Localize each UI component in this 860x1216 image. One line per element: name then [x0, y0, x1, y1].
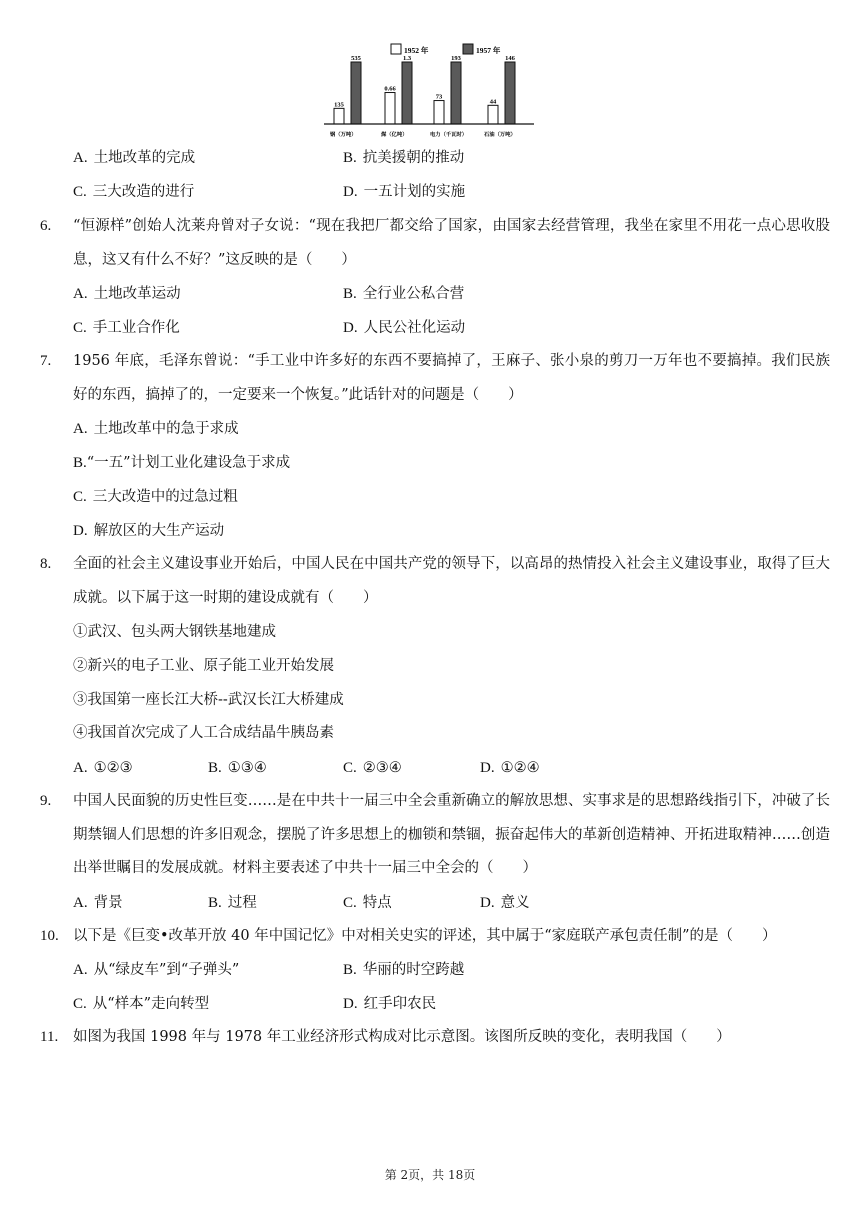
data-label-coal-1952: 0.66 [384, 85, 396, 93]
q8-item-3: ③我国第一座长江大桥--武汉长江大桥建成 [73, 692, 344, 708]
chart-bars [334, 55, 516, 124]
q7-option-c[interactable]: C. 三大改造中的过急过粗 [73, 489, 238, 505]
question-stem: 中国人民面貌的历史性巨变……是在中共十一届三中全会重新确立的解放思想、实事求是的思想路线指引下，冲破了长期禁锢人们思想的许多旧观念，摆脱了许多思想上的枷锁和禁锢，振奋起伟大的革新创造精神、开拓进取精神……创造出举世瞩目的发展成就。材料主要表述了中共十一届三中全会的（ ） [73, 793, 830, 876]
q5-option-a[interactable]: A. 土地改革的完成 [73, 150, 196, 166]
question-11 [40, 1021, 830, 1055]
data-label-oil-1957: 146 [505, 55, 515, 62]
q6-option-b[interactable]: B. 全行业公私合营 [343, 286, 465, 302]
q8-option-b[interactable]: B. ①③④ [208, 760, 267, 776]
question-stem: 以下是《巨变•改革开放 40 年中国记忆》中对相关史实的评述，其中属于“家庭联产承包责任制”的是（ ） [73, 928, 777, 944]
category-label-power: 电力（千瓦时） [430, 132, 468, 138]
q9-option-d[interactable]: D. 意义 [480, 895, 530, 911]
page-footer: 第 2页，共 18页 [384, 1168, 476, 1182]
question-9 [40, 785, 830, 886]
bar-power-1957 [451, 62, 461, 124]
question-number: 7. [40, 353, 52, 369]
bar-coal-1957 [402, 62, 412, 124]
data-label-steel-1952: 135 [334, 101, 344, 109]
q10-option-c[interactable]: C. 从“样本”走向转型 [73, 996, 210, 1012]
question-number: 11. [40, 1029, 59, 1045]
q8-option-c[interactable]: C. ②③④ [343, 760, 402, 776]
q6-option-a[interactable]: A. 土地改革运动 [73, 286, 181, 302]
q8-item-2: ②新兴的电子工业、原子能工业开始发展 [73, 658, 334, 674]
chart-category-labels [329, 130, 516, 138]
q5-option-d[interactable]: D. 一五计划的实施 [343, 184, 466, 200]
question-number: 6. [40, 218, 52, 234]
question-10 [40, 920, 830, 954]
question-stem: “恒源样”创始人沈莱舟曾对子女说：“现在我把厂都交给了国家，由国家去经营管理，我坐在家里不用花一点心思收股息，这又有什么不好？”这反映的是（ ） [73, 218, 830, 268]
q8-option-d[interactable]: D. ①②④ [480, 760, 540, 776]
bar-oil-1952 [488, 105, 498, 124]
q7-option-b[interactable]: B.“一五”计划工业化建设急于求成 [73, 455, 291, 471]
question-7 [40, 345, 830, 412]
production-bar-chart [318, 38, 540, 142]
q10-option-a[interactable]: A. 从“绿皮车”到“子弹头” [73, 962, 240, 978]
legend-label-1952: 1952 年 [404, 46, 429, 55]
question-number: 9. [40, 793, 52, 809]
q6-option-c[interactable]: C. 手工业合作化 [73, 320, 180, 336]
question-8 [40, 548, 830, 615]
category-label-oil: 石油（万吨） [484, 132, 516, 138]
bar-steel-1952 [334, 108, 344, 124]
bar-coal-1952 [385, 93, 395, 124]
data-label-power-1957: 193 [451, 55, 461, 62]
q6-option-d[interactable]: D. 人民公社化运动 [343, 320, 466, 336]
question-stem: 全面的社会主义建设事业开始后，中国人民在中国共产党的领导下，以高昂的热情投入社会主义建设事业，取得了巨大成就。以下属于这一时期的建设成就有（ ） [73, 556, 830, 606]
q9-option-c[interactable]: C. 特点 [343, 895, 392, 911]
bar-oil-1957 [505, 62, 515, 124]
data-label-steel-1957: 535 [351, 55, 361, 62]
chart-legend [391, 44, 501, 55]
category-label-steel: 钢（万吨） [330, 132, 357, 138]
bar-power-1952 [434, 101, 444, 124]
legend-swatch-1957 [463, 44, 473, 54]
category-label-coal: 煤（亿吨） [381, 132, 408, 138]
bar-steel-1957 [351, 62, 361, 124]
data-label-power-1952: 73 [435, 93, 443, 101]
q10-option-d[interactable]: D. 红手印农民 [343, 996, 437, 1012]
legend-label-1957: 1957 年 [476, 46, 501, 55]
data-label-coal-1957: 1.3 [402, 55, 412, 62]
question-number: 10. [40, 928, 59, 944]
data-label-oil-1952: 44 [489, 98, 497, 106]
question-stem: 1956 年底，毛泽东曾说：“手工业中许多好的东西不要搞掉了，王麻子、张小泉的剪刀一万年也不要搞掉。我们民族好的东西，搞掉了的，一定要来一个恢复。”此话针对的问题是（ ） [73, 353, 830, 403]
question-number: 8. [40, 556, 52, 572]
q5-option-c[interactable]: C. 三大改造的进行 [73, 184, 195, 200]
legend-swatch-1952 [391, 44, 401, 54]
q9-option-b[interactable]: B. 过程 [208, 895, 257, 911]
q7-option-d[interactable]: D. 解放区的大生产运动 [73, 523, 225, 539]
q5-option-b[interactable]: B. 抗美援朝的推动 [343, 150, 465, 166]
q8-item-1: ①武汉、包头两大钢铁基地建成 [73, 624, 276, 640]
q8-item-4: ④我国首次完成了人工合成结晶牛胰岛素 [73, 725, 334, 741]
q8-option-a[interactable]: A. ①②③ [73, 760, 133, 776]
q7-option-a[interactable]: A. 土地改革中的急于求成 [73, 421, 239, 437]
question-stem: 如图为我国 1998 年与 1978 年工业经济形式构成对比示意图。该图所反映的变化，表明我国（ ） [73, 1029, 731, 1045]
question-6 [40, 210, 830, 277]
q10-option-b[interactable]: B. 华丽的时空跨越 [343, 962, 465, 978]
q9-option-a[interactable]: A. 背景 [73, 895, 123, 911]
